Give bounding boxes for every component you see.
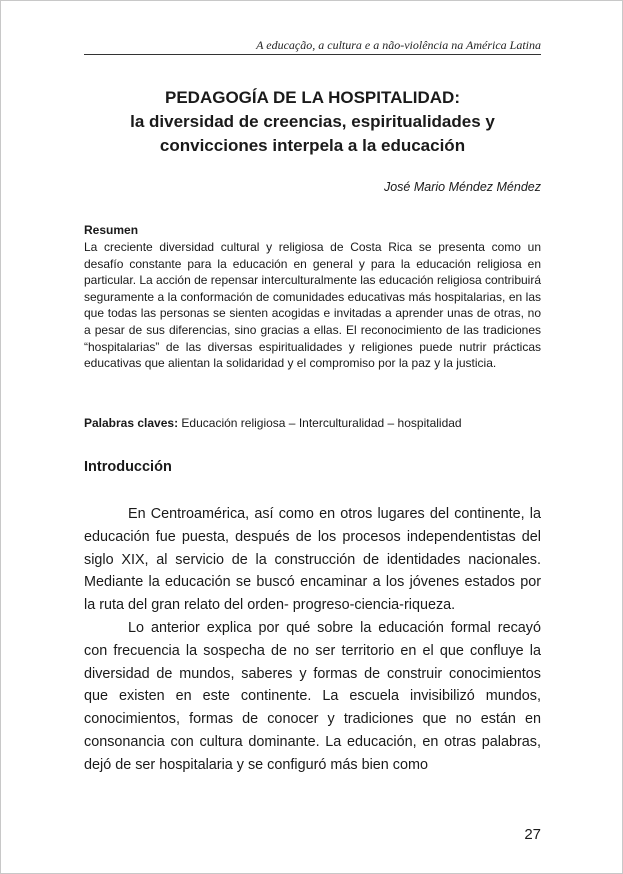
abstract-heading: Resumen [84,223,139,237]
title-line: la diversidad de creencias, espiritualidades y [130,112,495,131]
section-heading: Introducción [84,459,172,475]
keywords-text: Educación religiosa – Interculturalidad – hospitalidad [178,416,462,430]
running-header: A educação, a cultura e a não-violência na América Latina [256,38,541,52]
body-paragraph: En Centroamérica, así como en otros lugares del continente, la educación fue puesta, después de los procesos independentistas del siglo XIX, al servicio de la construcción de identidades nacionales. Mediante la educación se buscó encaminar a los jóvenes estados por la ruta del gran relato del orden- progreso-ciencia-riqueza. [84,506,541,614]
title-line: convicciones interpela a la educación [159,136,466,155]
body-text [84,503,541,777]
keywords-label: Palabras claves: [84,416,179,430]
abstract-text: La creciente diversidad cultural y religiosa de Costa Rica se presenta como un desafío constante para la educación en general y para la educación religiosa en particular. La acción de repensar interculturalmente las educación religiosa contribuirá seguramente a la conformación de comunidades educativas más hospitalarias, en las que todas las personas se sienten acogidas e invitadas a aprender unas de otras, no a pesar de sus diferencias, sino gracias a ellas. El reconocimiento de las tradiciones “hospitalarias” de las diversas espiritualidades y religiones puede nutrir prácticas educativas que alientan la solidaridad y el compromiso por la paz y la justicia. [84,240,541,371]
author-name: José Mario Méndez Méndez [383,180,541,194]
header-rule [84,54,541,55]
title-line: PEDAGOGÍA DE LA HOSPITALIDAD: [165,88,460,107]
body-paragraph: Lo anterior explica por qué sobre la educación formal recayó con frecuencia la sospecha de no ser territorio en el que confluye la diversidad de mundos, saberes y formas de construir conocimientos que existen en este continente. La escuela invisibilizó mundos, conocimientos, formas de conocer y tradiciones que no están en consonancia con cultura dominante. La educación, en otras palabras, dejó de ser hospitalaria y se configuró más bien como [84,619,541,773]
page-number: 27 [524,826,541,843]
article-title [84,86,541,158]
keywords [84,416,541,430]
